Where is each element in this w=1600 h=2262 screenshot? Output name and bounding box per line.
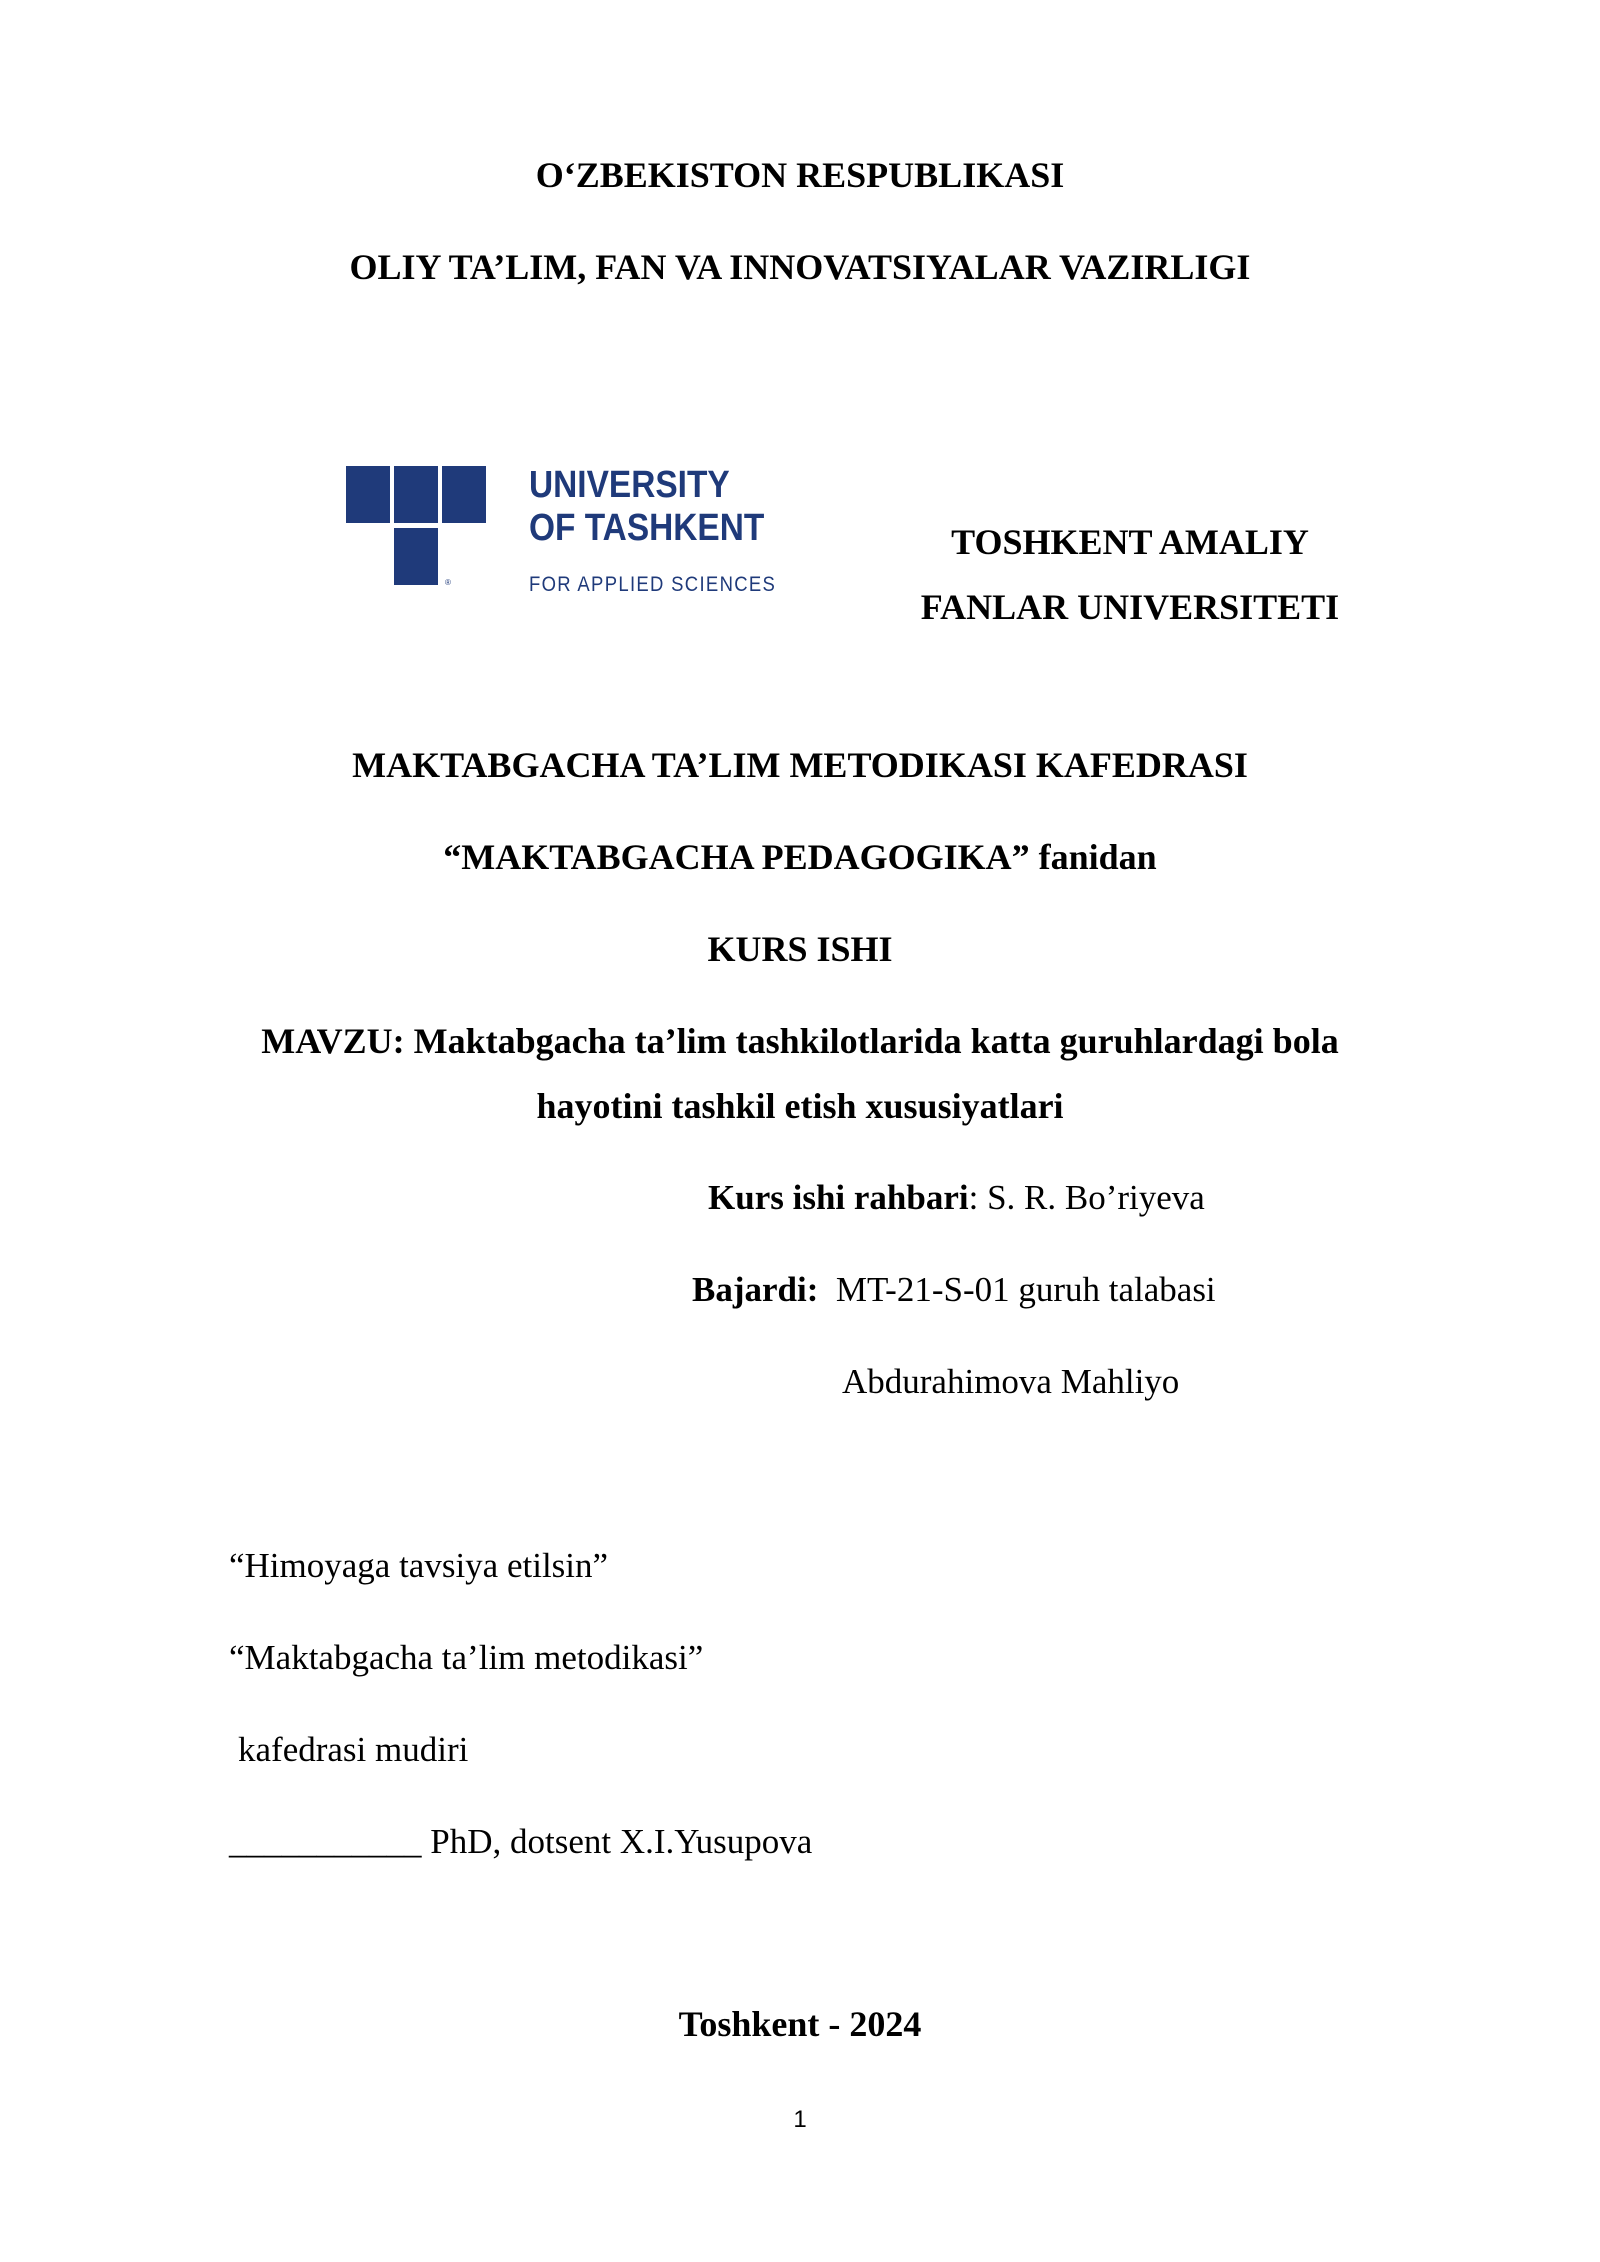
supervisor-name: : S. R. Bo’riyeva — [968, 1178, 1205, 1217]
ministry-name: OLIY TA’LIM, FAN VA INNOVATSIYALAR VAZIRLIGI — [349, 247, 1251, 287]
student-group-line — [692, 1272, 1216, 1307]
ministry-country: O‘ZBEKISTON RESPUBLIKASI — [535, 155, 1065, 195]
page-number: 1 — [793, 2106, 807, 2133]
student-name: Abdurahimova Mahliyo — [842, 1362, 1180, 1401]
university-name-line1: TOSHKENT AMALIY — [951, 522, 1309, 562]
supervisor-label: Kurs ishi rahbari — [708, 1178, 969, 1217]
supervisor-line — [708, 1180, 1205, 1215]
topic-line1 — [0, 1023, 1600, 1059]
topic-text-line1: Maktabgacha ta’lim tashkilotlarida katta guruhlardagi bola — [413, 1021, 1339, 1061]
approval-signature-row — [229, 1824, 812, 1859]
topic-label: MAVZU: — [261, 1021, 405, 1061]
approval-recommendation: “Himoyaga tavsiya etilsin” — [229, 1546, 609, 1585]
university-name-line2: FANLAR UNIVERSITETI — [920, 587, 1340, 627]
student-label: Bajardi: — [692, 1270, 819, 1309]
logo-text-university: UNIVERSITY — [529, 464, 730, 506]
logo-square-3 — [442, 466, 486, 523]
department-title: MAKTABGACHA TA’LIM METODIKASI KAFEDRASI — [352, 745, 1248, 785]
topic-text-line2: hayotini tashkil etish xususiyatlari — [536, 1086, 1064, 1126]
logo-text-of-tashkent: OF TASHKENT — [529, 507, 765, 549]
logo-square-1 — [346, 466, 390, 523]
signature-line: ___________ — [229, 1822, 422, 1861]
student-group: MT-21-S-01 guruh talabasi — [835, 1270, 1216, 1309]
approval-signer: PhD, dotsent X.I.Yusupova — [430, 1822, 813, 1861]
city-year: Toshkent - 2024 — [678, 2004, 922, 2044]
logo-text-applied-sciences: FOR APPLIED SCIENCES — [529, 573, 777, 596]
document-type: KURS ISHI — [707, 929, 893, 969]
logo-square-4 — [394, 528, 438, 585]
subject-title: “MAKTABGACHA PEDAGOGIKA” fanidan — [443, 837, 1157, 877]
logo-square-2 — [394, 466, 438, 523]
university-logo — [346, 464, 777, 596]
approval-department: “Maktabgacha ta’lim metodikasi” — [229, 1638, 704, 1677]
approval-position: kafedrasi mudiri — [238, 1730, 469, 1769]
logo-registered-mark: ® — [445, 578, 451, 587]
